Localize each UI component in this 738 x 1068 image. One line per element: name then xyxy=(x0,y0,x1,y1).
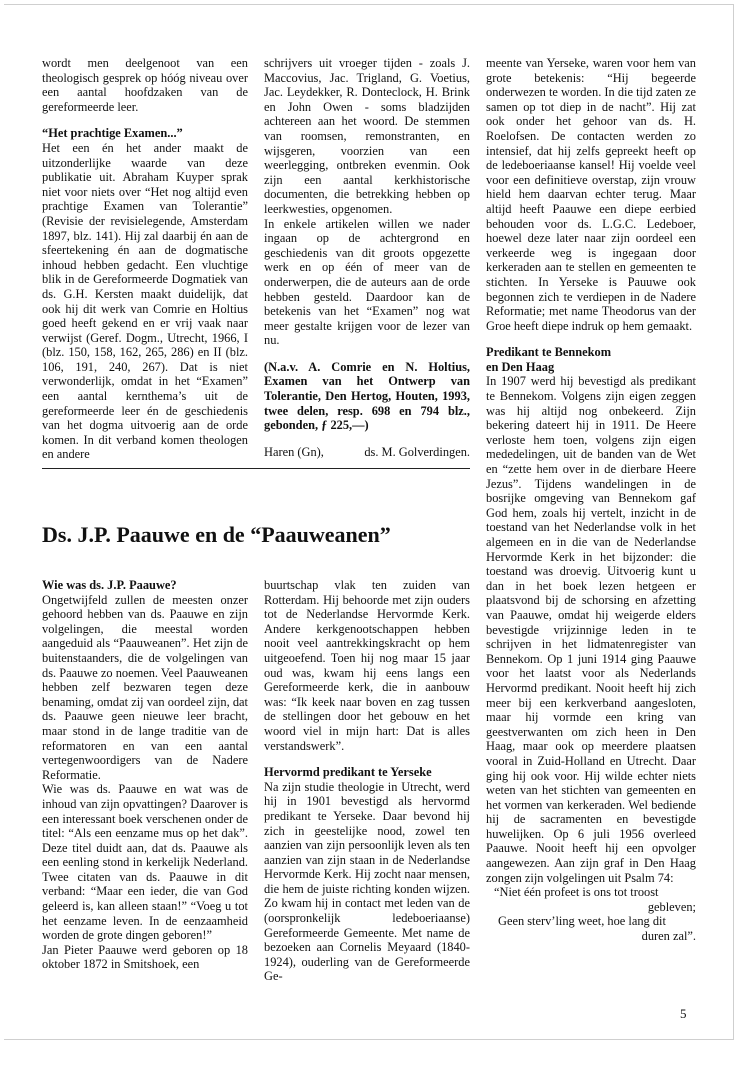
upper-col2-para1: schrijvers uit vroeger tijden - zoals J. Maccovius, Jac. Trigland, G. Voetius, Jac. Leydekker, R. Donteclock, H. Brink en John Owen - soms bladzijden achtereen aan het woord. De stemmen van roomsen, remonstranten, en wijsgeren, voorzien van een weerlegging, ontbreken evenmin. Ook zijn een aantal kerkhistorische documenten, die betrekking hebben op leerkwesties, opgenomen. xyxy=(264,56,470,216)
page-number: 5 xyxy=(680,1006,687,1021)
upper-col3-para1: meente van Yerseke, waren voor hem van grote betekenis: “Hij begeerde onderwezen te worden. In die tijd zaten ze samen op tot diep in de nacht”. Hij zat ook onder het gehoor van ds. H. Roelofsen. De contacten werden zo intensief, dat hij zelfs gepreekt heeft op de ledeboeriaanse kansel! Hij voelde veel voor een definitieve overstap, zijn vrouw hield hem daarvan echter terug. Maar altijd heeft Paauwe een diepe eerbied behouden voor ds. L.G.C. Ledeboer, hoewel deze later naar zijn oordeel een verkeerde weg is ingegaan door kerkeraden aan te stellen en gemeenten te stichten. In Yerseke is Pauuwe ook begonnen zich te verdiepen in de Nadere Reformatie; met name Theodorus van der Groe heeft diepe indruk op hem gemaakt. xyxy=(486,56,696,333)
lower-column-2 xyxy=(264,578,470,984)
section-heading-prachtige-examen: “Het prachtige Examen...” xyxy=(42,126,183,141)
upper-column-2 xyxy=(264,56,470,459)
section-heading-bennekom-line2: en Den Haag xyxy=(486,359,555,374)
section-heading-wie-was: Wie was ds. J.P. Paauwe? xyxy=(42,578,177,592)
page-frame-bottom xyxy=(4,1039,734,1040)
lower-col2-para2: Na zijn studie theologie in Utrecht, werd hij in 1901 bevestigd als hervormd predikant te Yerseke. Daar bevond hij zich in geestelijke nood, zowel ten aanzien van zijn persoonlijk leven als ten aanzien van zijn staan in de Nederlandse Hervormde Kerk. Hij zocht naar mensen, die hem de juiste richting konden wijzen. Zo kwam hij in contact met leden van de (oorspronkelijk ledeboeriaanse) Gereformeerde Gemeente. Met name de bezoeken aan Cornelis Meyaard (1840-1924), ouderling van de Gereformeerde Ge- xyxy=(264,779,470,984)
signature-place: Haren (Gn), xyxy=(264,444,324,459)
section-heading-bennekom-line1: Predikant te Bennekom xyxy=(486,345,612,360)
book-citation: (N.a.v. A. Comrie en N. Holtius, Examen van het Ontwerp van Tolerantie, Den Hertog, Houten, 1993, twee delen, resp. 698 en 794 blz., gebonden, ƒ 225,—) xyxy=(264,359,470,433)
psalm-line-1: “Niet één profeet is ons tot troost xyxy=(494,885,659,900)
psalm-line-4: duren zal”. xyxy=(641,929,696,944)
upper-col3-para2: In 1907 werd hij bevestigd als predikant te Bennekom. Volgens zijn eigen zeggen was hij altijd nog onbekeerd. Zijn bekering dateert hij in 1911. De Heere verloste hem toen, volgens zijn eigen mededelingen, uit de banden van de Wet en “zette hem over in de dierbare Heere Jezus”. Tijdens wandelingen in de bosrijke omgeving van Bennekom gaf God hem, zoals hij vertelt, inzicht in de toestand van het Nederlandse volk in het algemeen en in die van de Nederlandse Hervormde Kerk in het bijzonder: die toestand was droevig. Uitvoerig kunt u dan in het boek lezen hetgeen er plaatsvond bij de schorsing en afzetting van Paauwe, omdat hij weigerde elders bevestigde vrijzinnige leden in te schrijven in het lidmatenregister van Bennekom. Op 1 juni 1914 ging Paauwe voor het laatst voor als Nederlands Hervormd predikant. Nooit heeft hij zich meer bij een kerkverband aangesloten, maar hij vormde een kring van geestverwanten om zich heen in Den Haag, maar ook op meerdere plaatsen vooral in Zuid-Holland en Utrecht. Daar ging hij ook voor. Hij wilde echter niets weten van het stichten van gemeenten en het vormen van kerkeraden. Wel bediende hij de sacramenten en bevestigde huwelijken. Op 6 juli 1956 overleed Paauwe. Nooit heeft hij een opvolger aangewezen. Aan zijn graf in Den Haag zongen zijn volgelingen uit Psalm 74: xyxy=(486,374,696,885)
upper-col2-para2: In enkele artikelen willen we nader ingaan op de achtergrond en geschiedenis van dit groots opgezette werk en op één of meer van de onderwerpen, die de auteurs aan de orde hebben gesteld. Daardoor kan de betekenis van het “Examen” nog wat meer gestalte krijgen voor de lezer van nu. xyxy=(264,216,470,348)
page-frame-top xyxy=(4,4,734,5)
article-divider xyxy=(42,468,470,469)
upper-col1-body: Het een én het ander maakt de uitzonderlijke waarde van deze publikatie uit. Abraham Kuyper sprak niet voor niets over “Het nog altijd even prachtige Examen van Tolerantie” (Revisie der revisielegende, Amsterdam 1897, blz. 141). Hij zal daarbij én aan de sfeertekening én aan de dogmatische inhoud hebben gedacht. Een vluchtige blik in de Gereformeerde Dogmatiek van ds. G.H. Kersten maakt duidelijk, dat ook hij dit werk van Comrie en Holtius goed heeft gekend en er vrij vaak naar verwijst (Geref. Dogm., Utrecht, 1966, I (blz. 150, 158, 162, 265, 286) en II (blz. 106, 191, 240, 267). Dat is niet verwonderlijk, omdat in het “Examen” een aantal kernthema’s uit de gereformeerde leer én de geschiedenis van het dogma uitvoerig aan de orde komen. In dit verband komen theologen en andere xyxy=(42,140,248,462)
author-signature xyxy=(264,445,470,460)
psalm-line-2: gebleven; xyxy=(647,899,696,914)
lower-col1-para3: Jan Pieter Paauwe werd geboren op 18 oktober 1872 in Smitshoek, een xyxy=(42,942,248,972)
upper-intro-paragraph: wordt men deelgenoot van een theologisch gesprek op hóóg niveau over een aantal hoofdzaken van de gereformeerde leer. xyxy=(42,56,248,114)
article-title: Ds. J.P. Paauwe en de “Paauweanen” xyxy=(42,522,391,547)
lower-col1-para2: Wie was ds. Paauwe en wat was de inhoud van zijn opvattingen? Daarover is een interessant boek verschenen onder de titel: “Als een eenzame mus op het dak”. Deze titel duidt aan, dat ds. Paauwe als een eenling stond in kerkelijk Nederland. Twee citaten van ds. Paauwe in dit verband: “Maar een ieder, die van God geleerd is, kan alleen staan!” “Voeg u tot het eenzame leven. In de eenzaamheid worden de grote dingen geboren!” xyxy=(42,782,248,943)
page-frame-right xyxy=(733,4,734,1040)
upper-column-1 xyxy=(42,56,248,462)
upper-column-3 xyxy=(486,56,696,944)
signature-name: ds. M. Golverdingen. xyxy=(364,444,470,459)
psalm-line-3: Geen sterv’ling weet, hoe lang dit xyxy=(498,914,666,929)
lower-col1-para1: Ongetwijfeld zullen de meesten onzer gehoord hebben van ds. Paauwe en zijn volgelingen, die meestal worden aangeduid als “Paauweanen”. Het zijn de buitenstaanders, die de volgelingen van ds. Paauwe zo noemen. Veel Paauweanen hebben zelf bezwaren tegen deze benaming, omdat zij van oordeel zijn, dat ds. Paauwe geen nieuwe leer bracht, maar stond in de lange traditie van de reformatoren en van een aantal vertegenwoordigers van de Nadere Reformatie. xyxy=(42,592,248,782)
psalm-quote xyxy=(486,885,696,943)
lower-column-1 xyxy=(42,578,248,972)
lower-col2-para1: buurtschap vlak ten zuiden van Rotterdam. Hij behoorde met zijn ouders tot de Nederlandse Hervormde Kerk. Andere kerkgenootschappen hebben nooit veel aantrekkingskracht op hem uitgeoefend. Toen hij nog maar 15 jaar oud was, kwam hij eens langs een Gereformeerde kerk, die in aanbouw was: “Ik keek naar boven en zag tussen de stellingen door het gebouw en het woord viel in mijn hart: Dat is alles verstandswerk”. xyxy=(264,578,470,753)
section-heading-yerseke: Hervormd predikant te Yerseke xyxy=(264,765,432,780)
